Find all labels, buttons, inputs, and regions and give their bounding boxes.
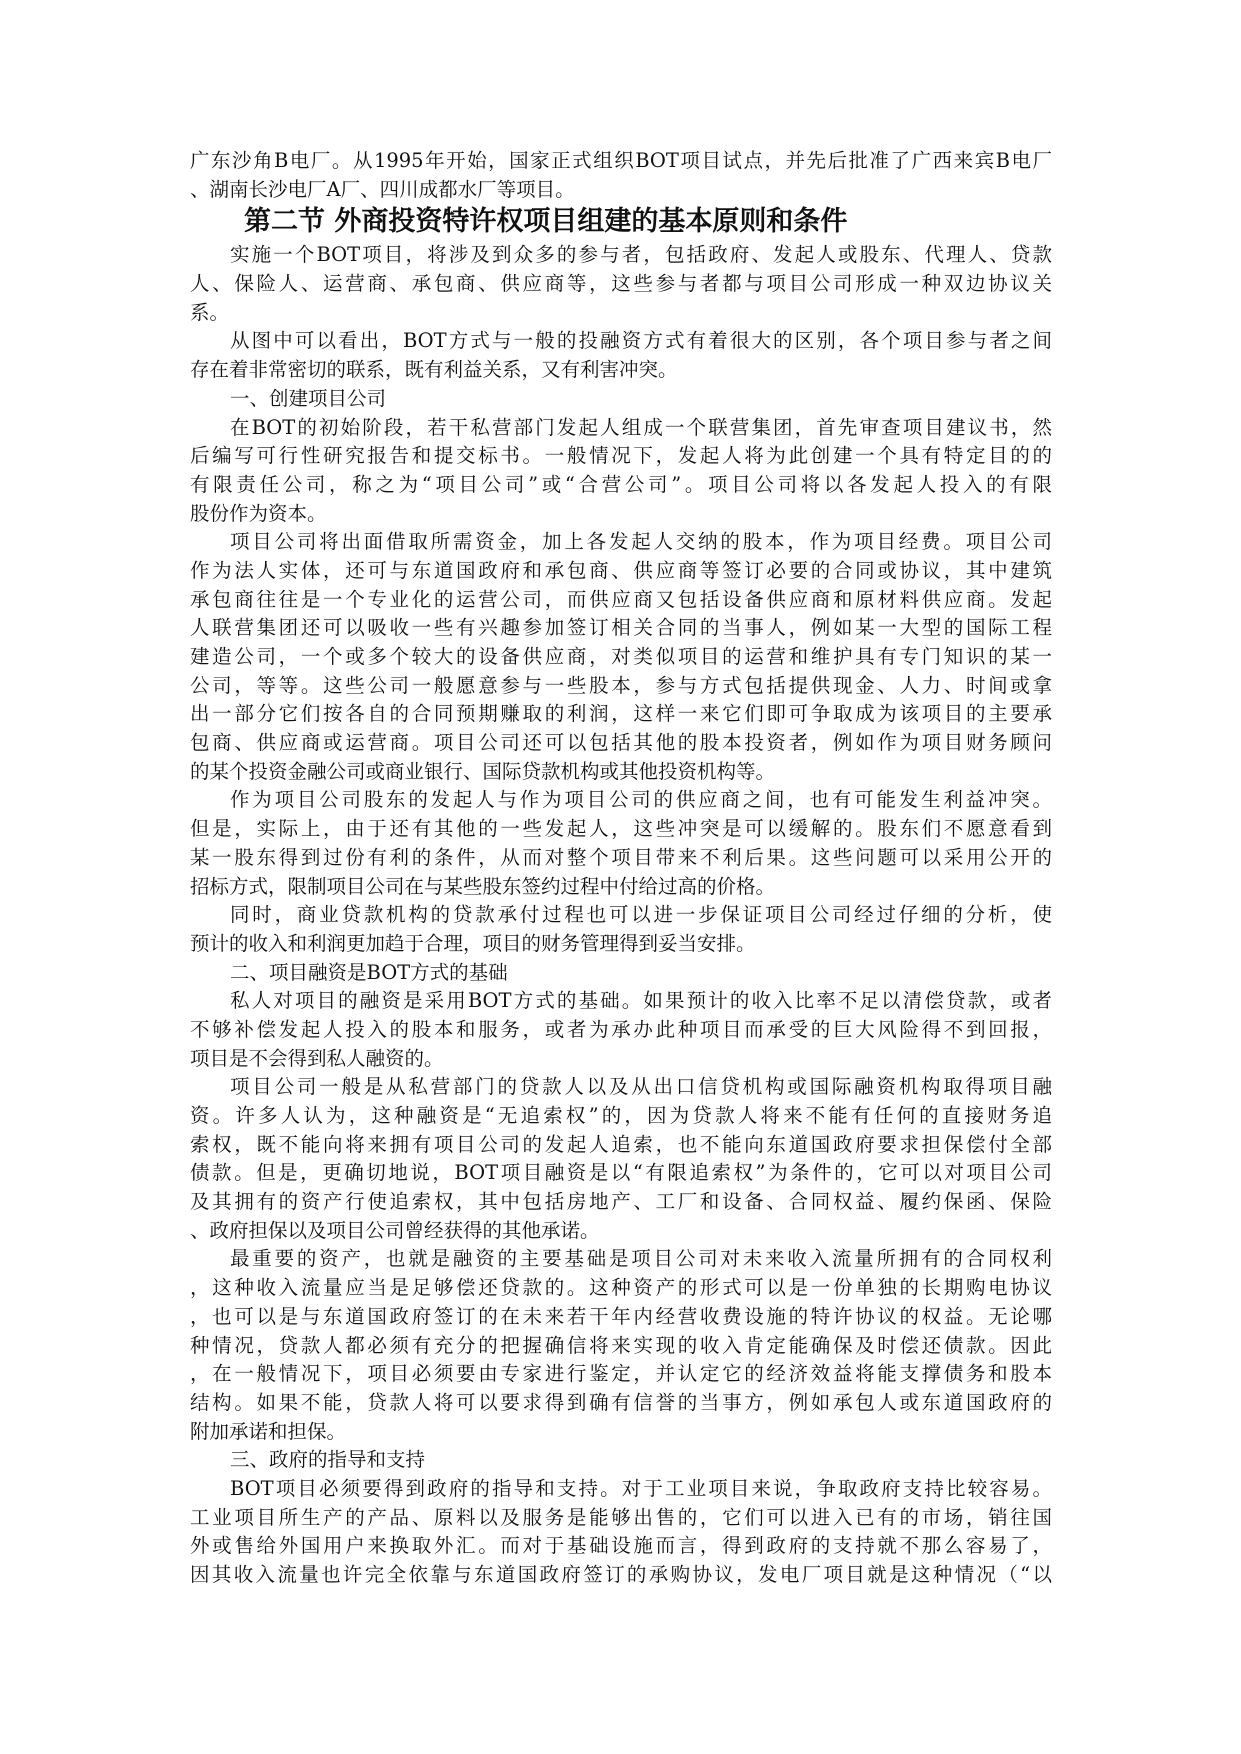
text-line: 项目是不会得到私人融资的。 — [190, 1046, 444, 1070]
text-line: 资。许多人认为，这种融资是“无追索权”的，因为贷款人将来不能有任何的直接财务追 — [190, 1104, 1052, 1127]
text-line: BOT项目必须要得到政府的指导和支持。对于工业项目来说，争取政府支持比较容易。 — [230, 1476, 1052, 1500]
body-text — [190, 241, 1052, 1589]
text-line: 及其拥有的资产行使追索权，其中包括房地产、工厂和设备、合同权益、履约保函、保险 — [190, 1190, 1052, 1214]
paragraph — [190, 786, 1052, 901]
text-line: 外或售给外国用户来换取外汇。而对于基础设施而言，得到政府的支持就不那么容易了， — [190, 1534, 1052, 1558]
text-line: 股份作为资本。 — [190, 501, 327, 525]
text-line: 的某个投资金融公司或商业银行、国际贷款机构或其他投资机构等。 — [190, 759, 776, 783]
paragraph — [190, 1475, 1052, 1590]
text-line: 二、项目融资是BOT方式的基础 — [230, 960, 508, 984]
paragraph — [190, 959, 1052, 988]
paragraph — [190, 1073, 1052, 1245]
text-line: 但是，实际上，由于还有其他的一些发起人，这些冲突是可以缓解的。股东们不愿意看到 — [190, 817, 1052, 841]
text-line: 项目公司一般是从私营部门的贷款人以及从出口信贷机构或国际融资机构取得项目融 — [230, 1075, 1052, 1099]
text-line: 结构。如果不能，贷款人将可以要求得到确有信誉的当事方，例如承包人或东道国政府的 — [190, 1390, 1052, 1414]
text-line: 建造公司，一个或多个较大的设备供应商，对类似项目的运营和维护具有专门知识的某一 — [190, 645, 1052, 668]
text-line: 一、创建项目公司 — [230, 386, 387, 410]
text-line: 最重要的资产，也就是融资的主要基础是项目公司对未来收入流量所拥有的合同权利 — [230, 1247, 1052, 1271]
text-line: 包商、供应商或运营商。项目公司还可以包括其他的股本投资者，例如作为项目财务顾问 — [190, 731, 1052, 755]
text-line: 实施一个BOT项目，将涉及到众多的参与者，包括政府、发起人或股东、代理人、贷款 — [230, 243, 1052, 267]
text-line: 有限责任公司，称之为“项目公司”或“合营公司”。项目公司将以各发起人投入的有限 — [190, 472, 1052, 496]
text-line: 存在着非常密切的联系，既有利益关系，又有利害冲突。 — [190, 358, 678, 382]
text-line: 作为法人实体，还可与东道国政府和承包商、供应商等签订必要的合同或协议，其中建筑 — [190, 558, 1052, 582]
text-line: 项目公司将出面借取所需资金，加上各发起人交纳的股本，作为项目经费。项目公司 — [230, 530, 1052, 554]
text-line: 某一股东得到过份有利的条件，从而对整个项目带来不利后果。这些问题可以采用公开的 — [190, 845, 1052, 869]
paragraph — [190, 1245, 1052, 1446]
paragraph — [190, 528, 1052, 786]
text-line: 作为项目公司股东的发起人与作为项目公司的供应商之间，也有可能发生利益冲突。 — [230, 788, 1052, 812]
text-line: 工业项目所生产的产品、原料以及服务是能够出售的，它们可以进入已有的市场，销往国 — [190, 1505, 1052, 1529]
text-line: 、湖南长沙电厂A厂、四川成都水厂等项目。 — [190, 177, 575, 201]
paragraph — [190, 241, 1052, 327]
text-line: 后编写可行性研究报告和提交标书。一般情况下，发起人将为此创建一个具有特定目的的 — [190, 444, 1052, 468]
text-line: ，这种收入流量应当是足够偿还贷款的。这种资产的形式可以是一份单独的长期购电协议 — [190, 1276, 1052, 1300]
text-line: 、政府担保以及项目公司曾经获得的其他承诺。 — [190, 1218, 600, 1242]
text-line: 预计的收入和利润更加趋于合理，项目的财务管理得到妥当安排。 — [190, 931, 756, 955]
text-line: 公司，等等。这些公司一般愿意参与一些股本，参与方式包括提供现金、人力、时间或拿 — [190, 673, 1052, 697]
text-line: 招标方式，限制项目公司在与某些股东签约过程中付给过高的价格。 — [190, 874, 776, 898]
text-line: 种情况，贷款人都必须有充分的把握确信将来实现的收入肯定能确保及时偿还债款。因此 — [190, 1333, 1052, 1357]
paragraph — [190, 1446, 1052, 1475]
text-line: 三、政府的指导和支持 — [230, 1448, 426, 1472]
section-title: 第二节 外商投资特许权项目组建的基本原则和条件 — [244, 206, 848, 238]
paragraph — [190, 987, 1052, 1073]
text-line: 附加承诺和担保。 — [190, 1419, 347, 1443]
text-line: 出一部分它们按各自的合同预期赚取的利润，这样一来它们即可争取成为该项目的主要承 — [190, 702, 1052, 726]
text-line: 系。 — [190, 300, 230, 324]
text-line: 在BOT的初始阶段，若干私营部门发起人组成一个联营集团，首先审查项目建议书，然 — [230, 415, 1052, 439]
text-line: 广东沙角B电厂。从1995年开始，国家正式组织BOT项目试点，并先后批准了广西来宾B电厂 — [190, 149, 1052, 172]
text-line: 从图中可以看出，BOT方式与一般的投融资方式有着很大的区别，各个项目参与者之间 — [230, 329, 1052, 353]
text-line: 索权，既不能向将来拥有项目公司的发起人追索，也不能向东道国政府要求担保偿付全部 — [190, 1132, 1052, 1156]
paragraph — [190, 901, 1052, 958]
text-line: 债款。但是，更确切地说，BOT项目融资是以“有限追索权”为条件的，它可以对项目公司 — [190, 1161, 1052, 1185]
text-line: 不够补偿发起人投入的股本和服务，或者为承办此种项目而承受的巨大风险得不到回报， — [190, 1017, 1052, 1041]
text-line: ，也可以是与东道国政府签订的在未来若干年内经营收费设施的特许协议的权益。无论哪 — [190, 1304, 1052, 1328]
text-line: 承包商往往是一个专业化的运营公司，而供应商又包括设备供应商和原材料供应商。发起 — [190, 587, 1052, 611]
paragraph — [190, 327, 1052, 384]
text-line: ，在一般情况下，项目必须要由专家进行鉴定，并认定它的经济效益将能支撑债务和股本 — [190, 1362, 1052, 1386]
text-line: 人联营集团还可以吸收一些有兴趣参加签订相关合同的当事人，例如某一大型的国际工程 — [190, 616, 1052, 640]
text-line: 因其收入流量也许完全依靠与东道国政府签订的承购协议，发电厂项目就是这种情况（“以 — [190, 1563, 1052, 1586]
text-line: 人、保险人、运营商、承包商、供应商等，这些参与者都与项目公司形成一种双边协议关 — [190, 272, 1052, 296]
paragraph — [190, 385, 1052, 414]
text-line: 同时，商业贷款机构的贷款承付过程也可以进一步保证项目公司经过仔细的分析，使 — [230, 903, 1052, 927]
text-line: 私人对项目的融资是采用BOT方式的基础。如果预计的收入比率不足以清偿贷款，或者 — [230, 989, 1052, 1013]
paragraph — [190, 414, 1052, 529]
intro-text — [190, 147, 1052, 204]
document-page — [190, 147, 1052, 1590]
